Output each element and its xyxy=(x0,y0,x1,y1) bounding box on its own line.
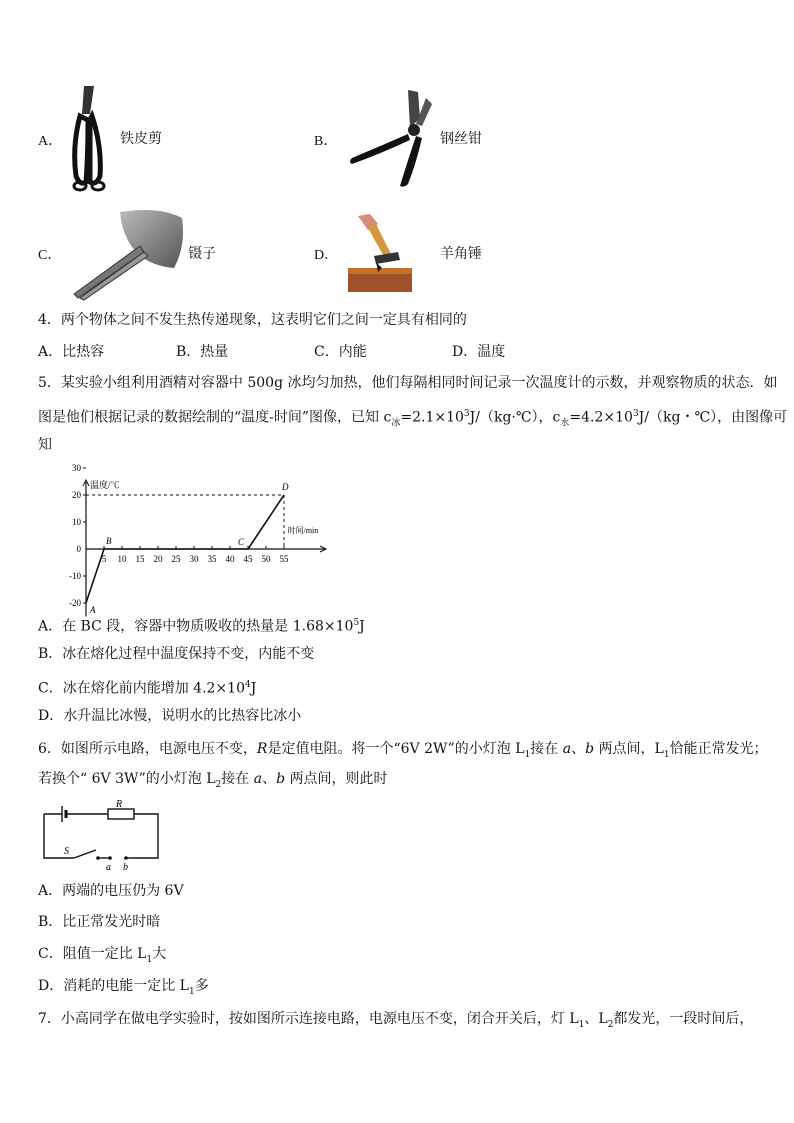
point-label-c: C xyxy=(238,537,245,547)
point-b-label: b xyxy=(123,862,128,873)
temperature-time-chart xyxy=(36,463,336,615)
y-tick-label: -20 xyxy=(69,598,81,608)
option-label: 羊角锤 xyxy=(440,246,482,262)
question-5-stem-line1: 5．某实验小组利用酒精对容器中 500g 冰均匀加热，他们每隔相同时间记录一次温度计的示数，并观察物质的状态．如 xyxy=(38,375,778,391)
y-tick-label: 30 xyxy=(72,463,81,473)
option-label: 铁皮剪 xyxy=(120,131,162,147)
x-tick-label: 15 xyxy=(135,554,145,564)
q5-option-c: C．冰在熔化前内能增加 $4.2\times 10^4J$ xyxy=(38,680,257,697)
x-tick-label: 30 xyxy=(189,554,199,564)
point-a-label: a xyxy=(106,862,111,873)
q5-option-d: D．水升温比冰慢，说明水的比热容比冰小 xyxy=(38,708,302,724)
x-tick-label: 5 xyxy=(101,554,107,564)
point-label-a: A xyxy=(90,605,96,615)
question-7-stem: 7．小高同学在做电学实验时，按如图所示连接电路，电源电压不变，闭合开关后，灯 $L_1$、$L_2$都发光，一段时间后， xyxy=(38,1011,754,1030)
origin-label: 0 xyxy=(76,544,81,554)
circuit-diagram xyxy=(40,799,164,873)
x-tick-label: 20 xyxy=(153,554,163,564)
x-tick-label: 55 xyxy=(279,554,289,564)
q6-option-c: C．阻值一定比 $L_1$大 xyxy=(38,946,167,965)
q4-option-a: A．比热容 xyxy=(38,344,105,360)
question-5-stem-line3: 知 xyxy=(38,437,52,453)
y-axis-label: 温度/℃ xyxy=(90,480,120,490)
q6-option-a: A．两端的电压仍为 6V xyxy=(38,883,184,899)
option-letter: C． xyxy=(38,248,62,263)
option-letter: D． xyxy=(314,248,339,263)
claw-hammer-icon xyxy=(346,212,414,294)
pliers-icon xyxy=(346,88,436,188)
x-tick-label: 10 xyxy=(117,554,127,564)
y-tick-label: -10 xyxy=(69,571,81,581)
q5-option-b: B．冰在熔化过程中温度保持不变，内能不变 xyxy=(38,646,315,662)
question-5-stem-line2: 图是他们根据记录的数据绘制的“温度-时间”图像，已知 $c_冰=2.1\times 10^3J/(kg\cdot℃)$，$c_水=4.2\times 10^3J/(kg$・℃），由图像可 xyxy=(38,409,788,429)
y-tick-label: 20 xyxy=(72,490,81,500)
option-letter: A． xyxy=(38,134,63,149)
x-tick-label: 35 xyxy=(207,554,217,564)
x-tick-label: 45 xyxy=(243,554,253,564)
question-6-stem-line1: 6．如图所示电路，电源电压不变，R是定值电阻。将一个“6V 2W”的小灯泡 $L_1$接在 a、b 两点间，$L_1$恰能正常发光； xyxy=(38,741,768,760)
point-label-d: D xyxy=(282,482,289,492)
option-label: 镊子 xyxy=(188,246,216,262)
x-tick-label: 25 xyxy=(171,554,181,564)
question-4-stem: 4．两个物体之间不发生热传递现象，这表明它们之间一定具有相同的 xyxy=(38,312,467,328)
resistor-label: R xyxy=(116,799,123,810)
option-label: 钢丝钳 xyxy=(440,131,482,147)
x-tick-label: 40 xyxy=(225,554,235,564)
q6-option-b: B．比正常发光时暗 xyxy=(38,914,161,930)
x-axis-label: 时间/min xyxy=(287,526,319,535)
y-tick-label: 10 xyxy=(72,517,81,527)
q4-option-b: B．热量 xyxy=(176,344,229,360)
x-tick-label: 50 xyxy=(261,554,271,564)
point-label-b: B xyxy=(106,536,112,546)
tweezers-icon xyxy=(70,206,186,300)
q5-option-a: A．在 BC 段，容器中物质吸收的热量是 $1.68\times 10^5J$ xyxy=(38,618,365,635)
q6-option-d: D．消耗的电能一定比 $L_1$多 xyxy=(38,978,209,997)
q4-option-c: C．内能 xyxy=(314,344,367,360)
q4-option-d: D．温度 xyxy=(452,344,506,360)
question-6-stem-line2: 若换个“ 6V 3W”的小灯泡 $L_2$接在 a、b 两点间，则此时 xyxy=(38,771,388,790)
tin-snips-icon xyxy=(68,86,110,194)
switch-label: S xyxy=(64,846,69,857)
option-letter: B． xyxy=(314,134,338,149)
